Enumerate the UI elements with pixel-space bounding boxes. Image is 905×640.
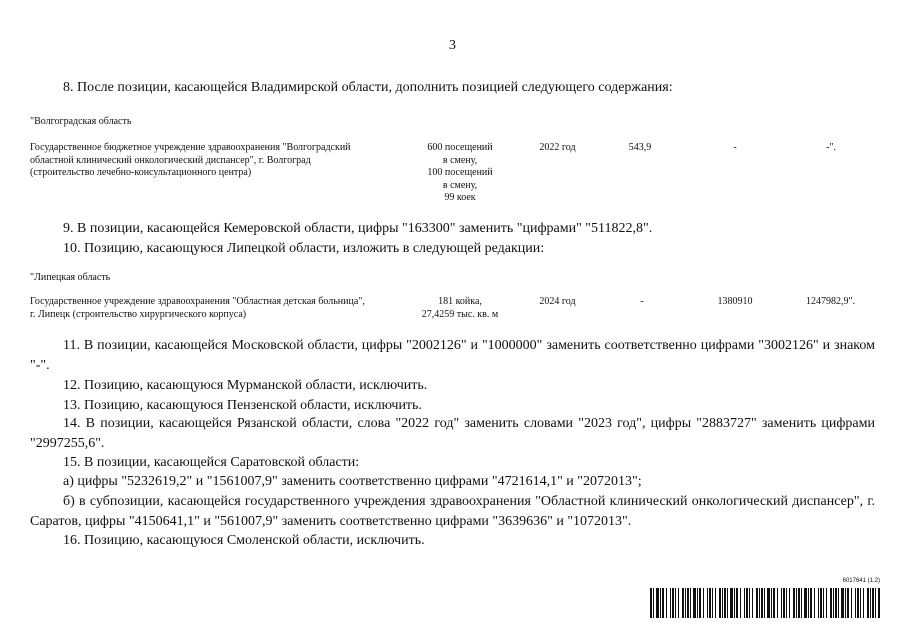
lipetsk-capacity-line: 181 койка, [438, 296, 482, 307]
paragraph-10: 10. Позицию, касающуюся Липецкой области, изложить в следующей редакции: [63, 241, 545, 256]
barcode-bar [740, 588, 741, 618]
lipetsk-institution [30, 296, 410, 321]
volgograd-institution [30, 142, 410, 180]
barcode-icon [650, 588, 880, 618]
barcode-bar [810, 588, 812, 618]
barcode-bar [709, 588, 711, 618]
barcode-bar [703, 588, 704, 618]
lipetsk-value-1: - [640, 296, 644, 307]
lipetsk-capacity [405, 296, 515, 321]
barcode-bar [736, 588, 738, 618]
barcode-bar [826, 588, 827, 618]
barcode-bar [771, 588, 772, 618]
barcode-bar [789, 588, 790, 618]
page-number: 3 [449, 38, 456, 53]
barcode-bar [860, 588, 861, 618]
barcode-label: 6017641 (1.2) [842, 578, 880, 584]
volgograd-capacity-line: в смену, [442, 154, 478, 166]
barcode-bar [662, 588, 664, 618]
paragraph-11: 11. В позиции, касающейся Московской области, цифры "2002126" и "1000000" заменить соответственно цифрами "3002126" и знаком "-". [30, 338, 875, 373]
barcode-bar [878, 588, 880, 618]
volgograd-name-line: Государственное бюджетное учреждение здравоохранения "Волгоградский [30, 142, 351, 153]
barcode-bar [875, 588, 876, 618]
barcode-bar [685, 588, 686, 618]
barcode-bar [687, 588, 689, 618]
paragraph-15a: а) цифры "5232619,2" и "1561007,9" заменить соответственно цифрами "4721614,1" и "2072013"; [63, 474, 642, 489]
barcode-bar [793, 588, 795, 618]
barcode-bar [719, 588, 721, 618]
lipetsk-name-line: Государственное учреждение здравоохранения "Областная детская больница", [30, 296, 365, 307]
barcode-bar [744, 588, 745, 618]
barcode-bar [863, 588, 864, 618]
paragraph-14: 14. В позиции, касающейся Рязанской области, слова "2022 год" заменить словами "2023 год", цифры "2883727" заменить цифрами "2997255,6". [30, 416, 875, 451]
barcode-bar [847, 588, 849, 618]
volgograd-value-3: -". [826, 142, 836, 153]
barcode-bar [764, 588, 765, 618]
barcode-bar [838, 588, 839, 618]
lipetsk-region-title: "Липецкая область [30, 272, 111, 283]
lipetsk-capacity-line: 27,4259 тыс. кв. м [421, 308, 499, 320]
barcode-bar [808, 588, 809, 618]
barcode-bar [656, 588, 659, 618]
barcode-bar [777, 588, 778, 618]
barcode-bar [801, 588, 802, 618]
barcode-bar [781, 588, 782, 618]
barcode-bar [835, 588, 837, 618]
barcode-bar [707, 588, 708, 618]
barcode-bar [693, 588, 696, 618]
barcode-bar [722, 588, 723, 618]
lipetsk-name-line: г. Липецк (строительство хирургического корпуса) [30, 308, 247, 320]
volgograd-name-line: (строительство лечебно-консультационного центра) [30, 167, 252, 178]
barcode-bar [650, 588, 652, 618]
barcode-bar [855, 588, 856, 618]
barcode-bar [752, 588, 753, 618]
paragraph-9: 9. В позиции, касающейся Кемеровской области, цифры "163300" заменить "цифрами" "511822,8". [63, 221, 653, 236]
volgograd-region-title: "Волгоградская область [30, 116, 132, 127]
barcode-bar [724, 588, 726, 618]
barcode-bar [851, 588, 852, 618]
barcode-bar [675, 588, 676, 618]
barcode-bar [814, 588, 815, 618]
barcode-bar [857, 588, 859, 618]
barcode-bar [820, 588, 822, 618]
lipetsk-value-3: 1247982,9". [806, 296, 856, 307]
barcode-bar [660, 588, 661, 618]
volgograd-capacity-line: 600 посещений [427, 142, 493, 153]
barcode-bar [756, 588, 758, 618]
paragraph-15: 15. В позиции, касающейся Саратовской области: [63, 455, 360, 470]
barcode-bar [872, 588, 874, 618]
barcode-bar [727, 588, 728, 618]
barcode-bar [845, 588, 846, 618]
barcode-bar [767, 588, 770, 618]
barcode-bar [818, 588, 819, 618]
barcode-bar [712, 588, 713, 618]
barcode-bar [786, 588, 787, 618]
lipetsk-year: 2024 год [539, 296, 576, 307]
volgograd-capacity-line: 100 посещений [427, 167, 493, 178]
barcode-bar [697, 588, 698, 618]
paragraph-13: 13. Позицию, касающуюся Пензенской области, исключить. [63, 398, 422, 413]
barcode-bar [678, 588, 679, 618]
volgograd-capacity-line: в смену, [442, 179, 478, 191]
paragraph-12: 12. Позицию, касающуюся Мурманской области, исключить. [63, 378, 428, 393]
barcode-bar [653, 588, 654, 618]
barcode-bar [870, 588, 871, 618]
barcode-bar [734, 588, 735, 618]
barcode-bar [690, 588, 691, 618]
barcode-bar [749, 588, 750, 618]
barcode-bar [798, 588, 800, 618]
volgograd-value-1: 543,9 [628, 142, 652, 153]
barcode-bar [841, 588, 844, 618]
barcode-bar [715, 588, 716, 618]
volgograd-name-line: областной клинический онкологический диспансер", г. Волгоград [30, 154, 311, 166]
paragraph-8: 8. После позиции, касающейся Владимирской области, дополнить позицией следующего содержания: [63, 80, 673, 95]
barcode-bar [761, 588, 763, 618]
volgograd-capacity-line: 99 коек [444, 192, 476, 203]
barcode-bar [730, 588, 733, 618]
paragraph-16: 16. Позицию, касающуюся Смоленской области, исключить. [63, 533, 425, 548]
barcode-bar [746, 588, 748, 618]
barcode-bar [796, 588, 797, 618]
barcode-bar [670, 588, 671, 618]
barcode-bar [699, 588, 701, 618]
barcode-bar [823, 588, 824, 618]
volgograd-capacity [410, 142, 510, 205]
lipetsk-value-2: 1380910 [717, 296, 753, 307]
paragraph-15b: б) в субпозиции, касающейся государственного учреждения здравоохранения "Областной клинический онкологический диспансер", г. Саратов, цифры "4150641,1" и "561007,9" заменить соответственно цифрами "3639636" и "1072013". [30, 494, 875, 529]
barcode-bar [672, 588, 674, 618]
barcode-bar [773, 588, 775, 618]
volgograd-year: 2022 год [539, 142, 576, 153]
barcode-bar [666, 588, 667, 618]
barcode-bar [833, 588, 834, 618]
barcode-bar [804, 588, 807, 618]
barcode-bar [830, 588, 832, 618]
barcode-bar [783, 588, 785, 618]
barcode-bar [867, 588, 869, 618]
barcode-bar [682, 588, 684, 618]
barcode-bar [759, 588, 760, 618]
volgograd-value-2: - [733, 142, 737, 153]
